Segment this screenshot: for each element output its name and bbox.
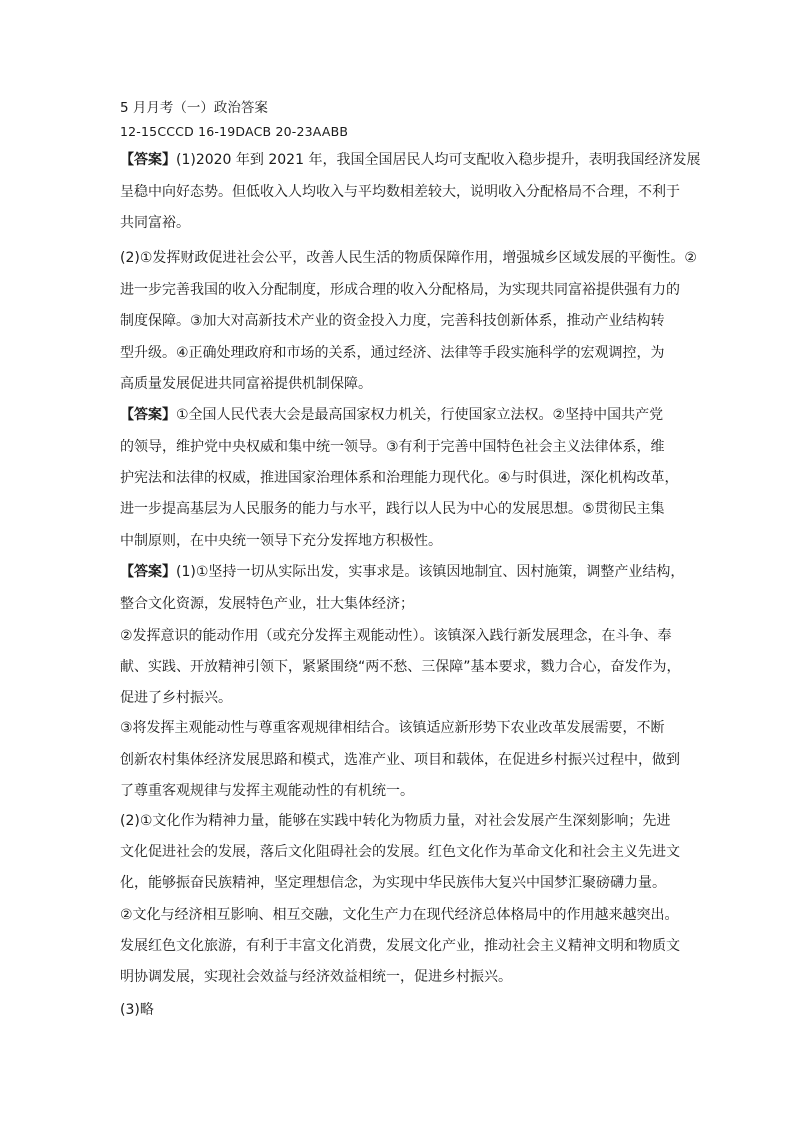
- answer-paragraph-line: 共同富裕。: [120, 215, 190, 231]
- answer-paragraph-line: 发展红色文化旅游，有利于丰富文化消费，发展文化产业，推动社会主义精神文明和物质文: [120, 938, 680, 954]
- answer-paragraph-line: 促进了乡村振兴。: [120, 690, 232, 706]
- answer-paragraph-line: 进一步提高基层为人民服务的能力与水平，践行以人民为中心的发展思想。⑤贯彻民主集: [120, 501, 665, 517]
- answer-paragraph-line: 献、实践、开放精神引领下，紧紧围绕“两不愁、三保障”基本要求，戮力合心，奋发作为，: [120, 659, 681, 675]
- answer-paragraph-line: 创新农村集体经济发展思路和模式，选准产业、项目和载体，在促进乡村振兴过程中，做到: [120, 752, 680, 768]
- answer-paragraph-line: 【答案】①全国人民代表大会是最高国家权力机关，行使国家立法权。②坚持中国共产党: [120, 407, 664, 423]
- multiple-choice-answer-keys: 12-15CCCD 16-19DACB 20-23AABB: [120, 124, 349, 139]
- answer-paragraph-line: 【答案】(1)①坚持一切从实际出发，实事求是。该镇因地制宜、因村施策，调整产业结构，: [120, 564, 685, 580]
- answer-paragraph-line: 整合文化资源，发展特色产业，壮大集体经济；: [120, 596, 414, 612]
- answer-paragraph-line: 明协调发展，实现社会效益与经济效益相统一，促进乡村振兴。: [120, 969, 512, 985]
- answer-paragraph-line: 文化促进社会的发展，落后文化阻碍社会的发展。红色文化作为革命文化和社会主义先进文: [120, 844, 680, 860]
- answer-tag: 【答案】: [120, 407, 176, 423]
- answer-paragraph-line: 化，能够振奋民族精神，坚定理想信念，为实现中华民族伟大复兴中国梦汇聚磅礴力量。: [120, 875, 666, 891]
- document-title: 5 月月考（一）政治答案: [120, 100, 268, 116]
- answer-paragraph-line: 了尊重客观规律与发挥主观能动性的有机统一。: [120, 783, 414, 799]
- answer-paragraph-line: (3)略: [120, 1002, 154, 1018]
- answer-paragraph-line: 型升级。④正确处理政府和市场的关系，通过经济、法律等手段实施科学的宏观调控，为: [120, 345, 665, 361]
- answer-paragraph-line: 中制原则，在中央统一领导下充分发挥地方积极性。: [120, 533, 442, 549]
- answer-paragraph-line: 的领导，维护党中央权威和集中统一领导。③有利于完善中国特色社会主义法律体系，维: [120, 439, 665, 455]
- answer-paragraph-line: (2)①文化作为精神力量，能够在实践中转化为物质力量，对社会发展产生深刻影响；先进: [120, 813, 671, 829]
- answer-paragraph-line: (2)①发挥财政促进社会公平，改善人民生活的物质保障作用，增强城乡区域发展的平衡性。②: [120, 250, 697, 266]
- answer-paragraph-line: 进一步完善我国的收入分配制度，形成合理的收入分配格局，为实现共同富裕提供强有力的: [120, 282, 680, 298]
- answer-tag: 【答案】: [120, 152, 176, 168]
- answer-paragraph-line: ③将发挥主观能动性与尊重客观规律相结合。该镇适应新形势下农业改革发展需要，不断: [120, 720, 665, 736]
- answer-paragraph-line: ②文化与经济相互影响、相互交融，文化生产力在现代经济总体格局中的作用越来越突出。: [120, 907, 679, 923]
- answer-paragraph-line: 高质量发展促进共同富裕提供机制保障。: [120, 376, 372, 392]
- answer-paragraph-line: 【答案】(1)2020 年到 2021 年，我国全国居民人均可支配收入稳步提升，表明我国经济发展: [120, 152, 701, 168]
- answer-paragraph-line: ②发挥意识的能动作用（或充分发挥主观能动性）。该镇深入践行新发展理念，在斗争、奉: [120, 628, 672, 644]
- answer-paragraph-line: 呈稳中向好态势。但低收入人均收入与平均数相差较大，说明收入分配格局不合理，不利于: [120, 184, 680, 200]
- answer-paragraph-line: 护宪法和法律的权威，推进国家治理体系和治理能力现代化。④与时俱进，深化机构改革，: [120, 470, 679, 486]
- answer-paragraph-line: 制度保障。③加大对高新技术产业的资金投入力度，完善科技创新体系，推动产业结构转: [120, 313, 665, 329]
- answer-tag: 【答案】: [120, 564, 176, 580]
